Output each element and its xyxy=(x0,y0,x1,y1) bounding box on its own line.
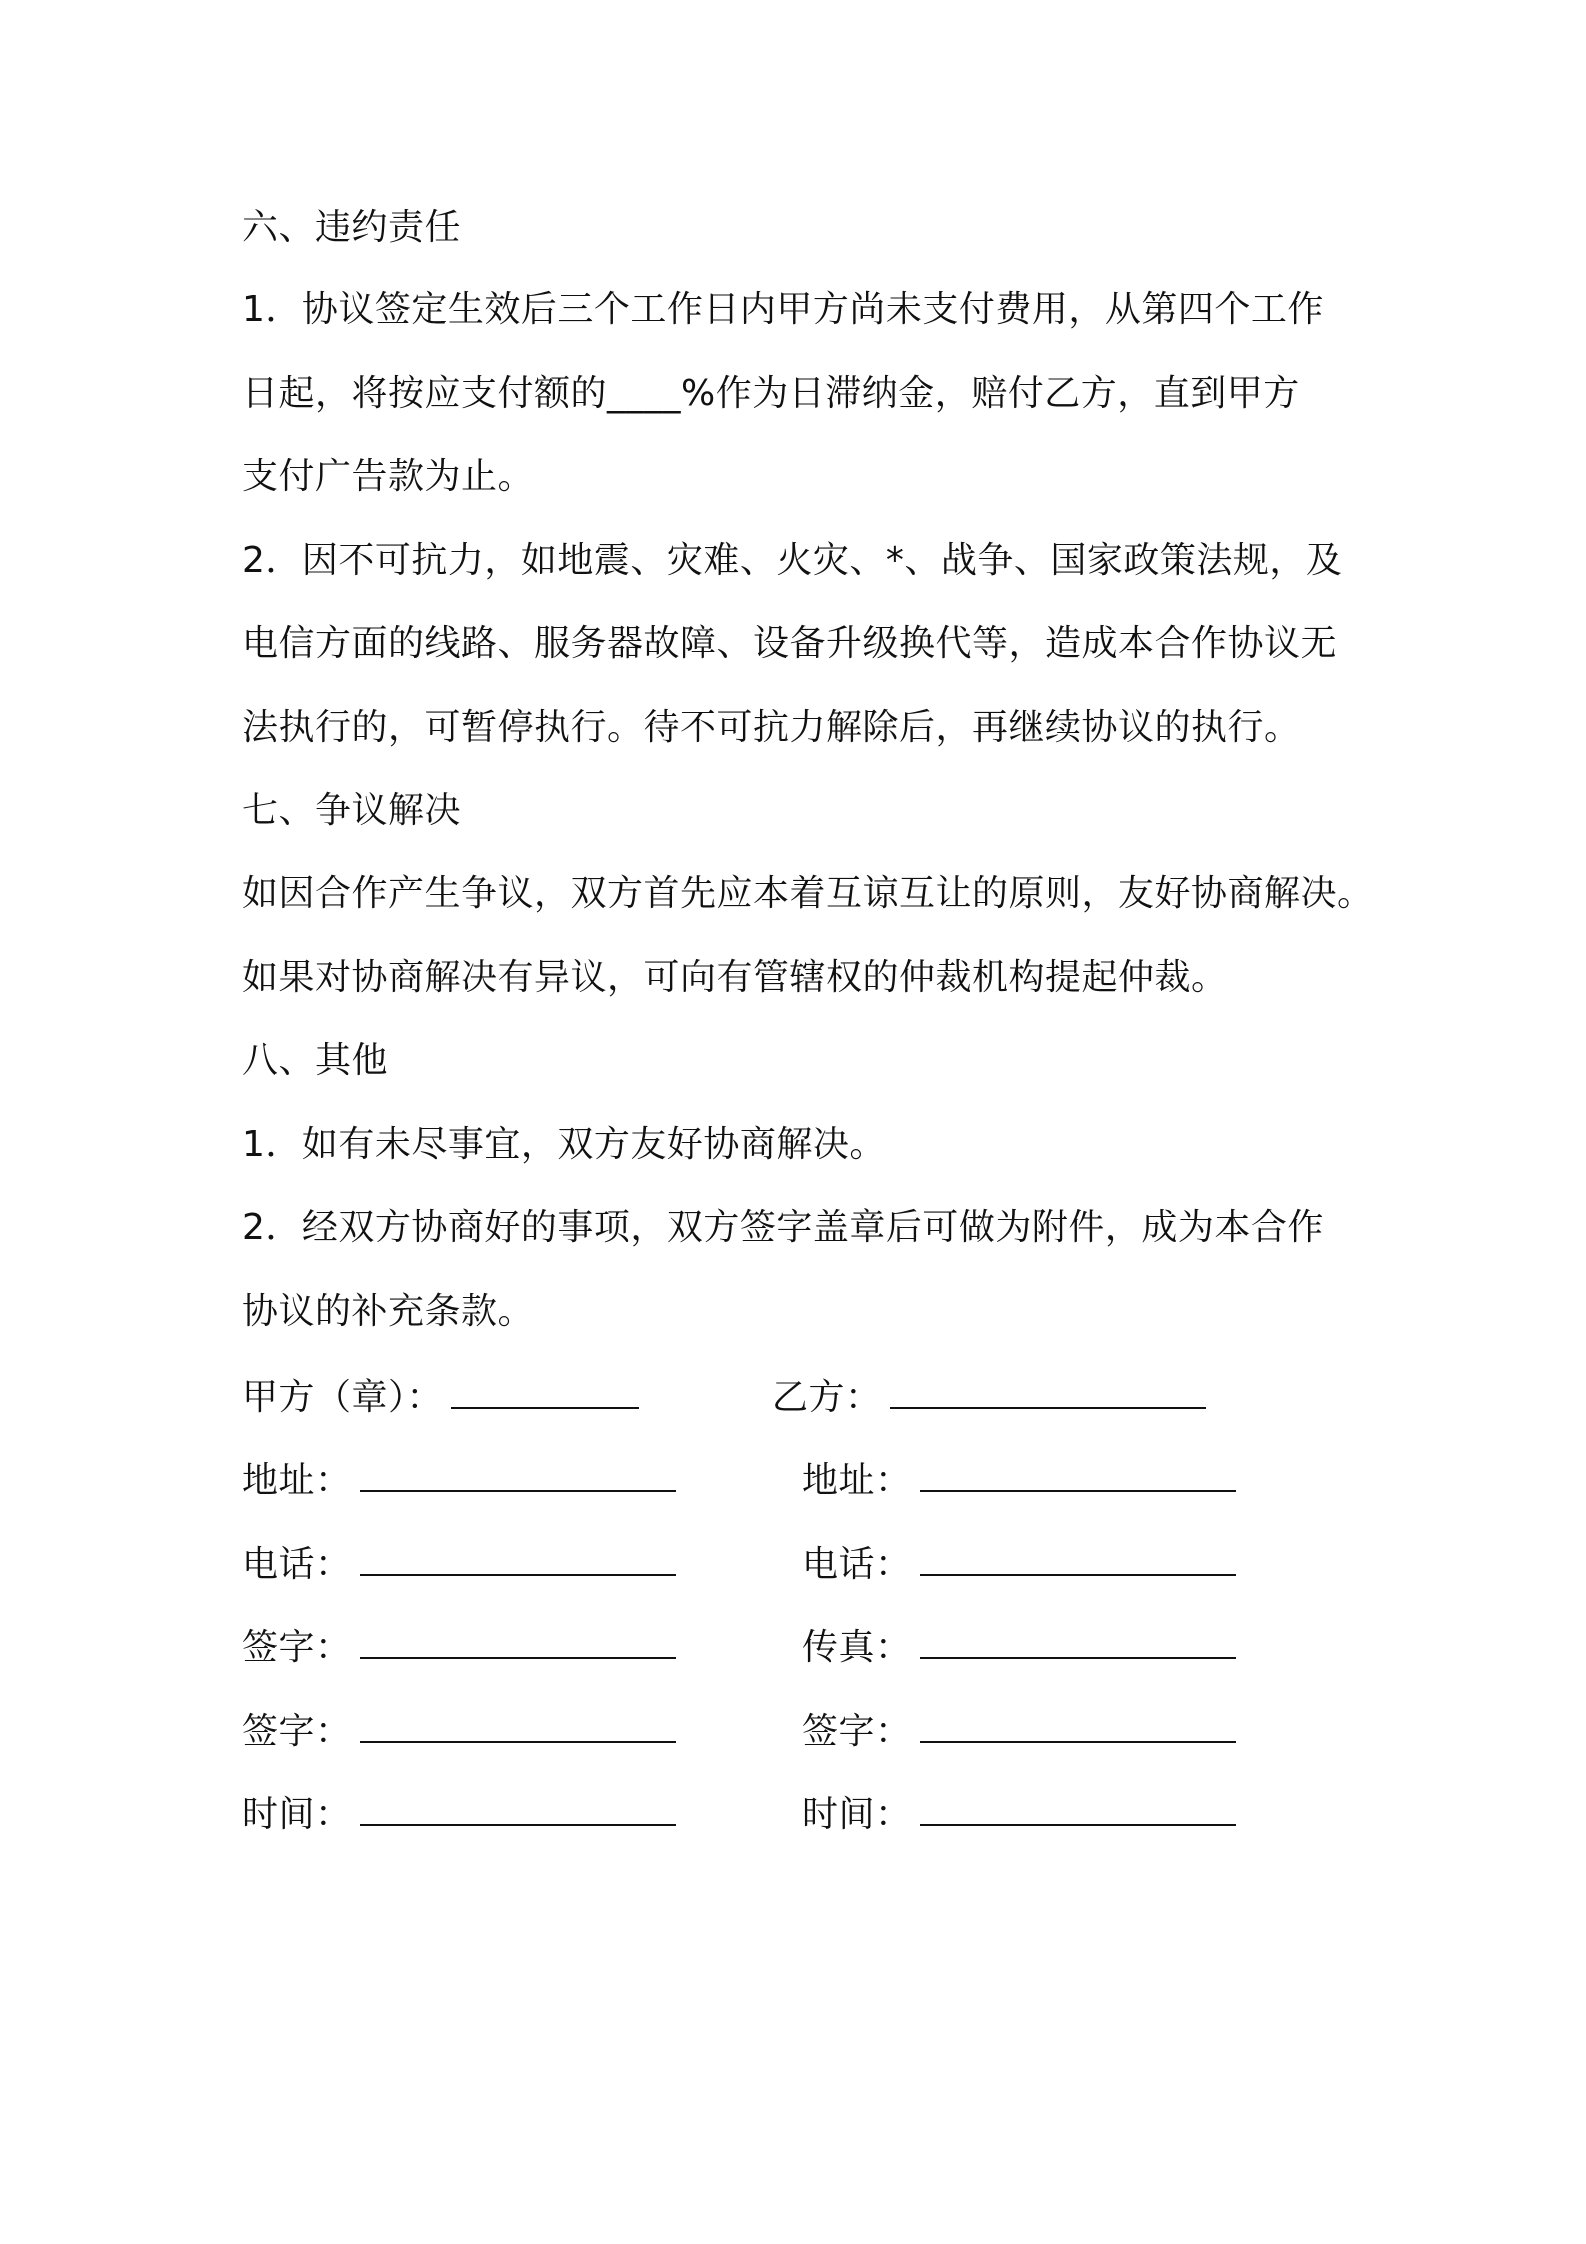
party-b-blank xyxy=(890,1373,1206,1409)
party-a-blank xyxy=(451,1373,639,1409)
party-b-phone-line xyxy=(802,1540,1236,1587)
section-6-item-1-line-2: 日起，将按应支付额的____%作为日滞纳金，赔付乙方，直到甲方 xyxy=(242,373,1300,414)
party-a-time-blank xyxy=(360,1790,676,1826)
section-6-item-2-line-2: 电信方面的线路、服务器故障、设备升级换代等，造成本合作协议无 xyxy=(242,623,1338,664)
section-7-line-2: 如果对协商解决有异议，可向有管辖权的仲裁机构提起仲裁。 xyxy=(242,957,1228,998)
party-b-time-blank xyxy=(920,1790,1236,1826)
party-a-sign-label-1: 签字： xyxy=(242,1627,352,1668)
section-6-title: 六、违约责任 xyxy=(242,207,462,248)
party-a-sign-label-2: 签字： xyxy=(242,1711,352,1752)
party-b-address-label: 地址： xyxy=(802,1460,912,1501)
party-a-phone-blank xyxy=(360,1540,676,1576)
party-a-time-line xyxy=(242,1790,676,1837)
section-6-item-2-line-3: 法执行的，可暂停执行。待不可抗力解除后，再继续协议的执行。 xyxy=(242,707,1301,748)
section-6-item-2-line-1: 2．因不可抗力，如地震、灾难、火灾、*、战争、国家政策法规，及 xyxy=(242,540,1343,581)
party-b-sign-label: 签字： xyxy=(802,1711,912,1752)
party-a-address-line xyxy=(242,1456,676,1503)
party-b-fax-line xyxy=(802,1623,1236,1670)
section-7-title: 七、争议解决 xyxy=(242,790,462,831)
party-b-address-line xyxy=(802,1456,1236,1503)
party-a-signature-line xyxy=(242,1373,639,1420)
section-7-line-1: 如因合作产生争议，双方首先应本着互谅互让的原则，友好协商解决。 xyxy=(242,873,1374,914)
party-a-address-label: 地址： xyxy=(242,1460,352,1501)
party-b-time-label: 时间： xyxy=(802,1794,912,1835)
party-b-sign-blank xyxy=(920,1707,1236,1743)
party-a-time-label: 时间： xyxy=(242,1794,352,1835)
party-a-sign-line-2 xyxy=(242,1707,676,1754)
party-b-address-blank xyxy=(920,1456,1236,1492)
section-8-item-2-line-1: 2．经双方协商好的事项，双方签字盖章后可做为附件，成为本合作 xyxy=(242,1207,1324,1248)
party-a-address-blank xyxy=(360,1456,676,1492)
section-6-item-1-line-1: 1．协议签定生效后三个工作日内甲方尚未支付费用，从第四个工作 xyxy=(242,289,1324,330)
party-b-time-line xyxy=(802,1790,1236,1837)
party-b-phone-label: 电话： xyxy=(802,1544,912,1585)
section-8-item-1: 1．如有未尽事宜，双方友好协商解决。 xyxy=(242,1124,886,1165)
party-a-sign-line-1 xyxy=(242,1623,676,1670)
party-b-phone-blank xyxy=(920,1540,1236,1576)
section-8-item-2-line-2: 协议的补充条款。 xyxy=(242,1291,535,1332)
party-b-fax-blank xyxy=(920,1623,1236,1659)
party-a-sign-blank-1 xyxy=(360,1623,676,1659)
section-6-item-1-line-3: 支付广告款为止。 xyxy=(242,456,535,497)
party-a-label: 甲方（章）： xyxy=(242,1377,444,1418)
party-b-signature-line xyxy=(772,1373,1206,1420)
party-a-phone-line xyxy=(242,1540,676,1587)
party-a-phone-label: 电话： xyxy=(242,1544,352,1585)
party-b-label: 乙方： xyxy=(772,1377,882,1418)
party-b-sign-line xyxy=(802,1707,1236,1754)
party-a-sign-blank-2 xyxy=(360,1707,676,1743)
party-b-fax-label: 传真： xyxy=(802,1627,912,1668)
section-8-title: 八、其他 xyxy=(242,1040,389,1081)
